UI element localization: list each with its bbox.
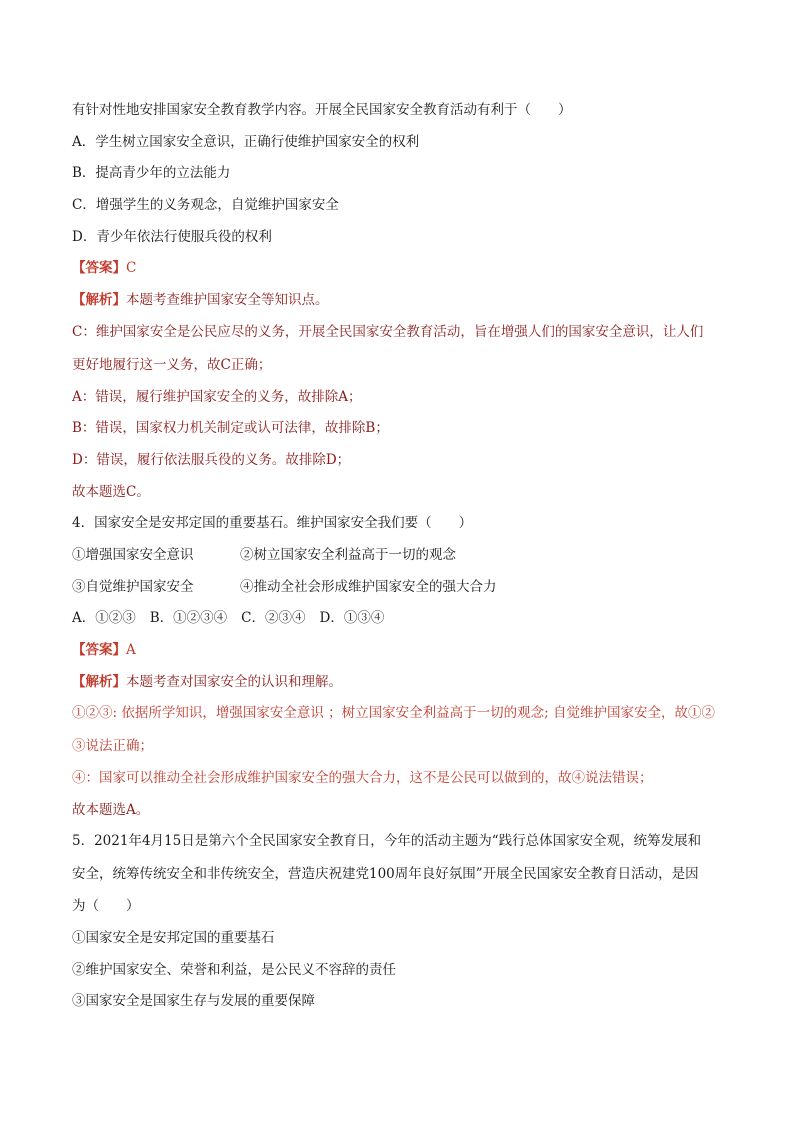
q5-stem-line1: 5．2021年4月15日是第六个全民国家安全教育日，今年的活动主题为“践行总体国家安全观，统筹发展和: [72, 833, 702, 850]
q4-choice-a: A．①②③: [72, 610, 136, 627]
answer-value: C: [126, 260, 137, 277]
q4-explain-line2: ③说法正确；: [72, 738, 153, 755]
analysis-text: 本题考查维护国家安全等知识点。: [126, 292, 329, 309]
q3-stem-tail: 有针对性地安排国家安全教育教学内容。开展全民国家安全教育活动有利于（ ）: [72, 102, 572, 118]
q4-explain-line1: ①②③: 依据所学知识，增强国家安全意识 ；树立国家安全利益高于一切的观念; 自觉维护国家安全，故①②: [72, 705, 715, 722]
answer-label: 【答案】: [72, 642, 126, 658]
analysis-text: 本题考查对国家安全的认识和理解。: [126, 673, 342, 690]
q5-stem-line2: 安全，统筹传统安全和非传统安全，营造庆祝建党100周年良好氛围”开展全民国家安全教育日活动，是因: [72, 866, 699, 883]
q3-option-d: D．青少年依法行使服兵役的权利: [72, 228, 272, 245]
q5-item-1: ①国家安全是安邦定国的重要基石: [72, 929, 275, 946]
q4-conclusion: 故本题选A。: [72, 801, 150, 818]
q5-stem-line3: 为（ ）: [72, 898, 140, 915]
q4-analysis: [72, 672, 732, 704]
q4-explain-line3: ④：国家可以推动全社会形成维护国家安全的强大合力，这不是公民可以做到的，故④说法错误；: [72, 770, 653, 787]
q4-answer: [72, 640, 732, 672]
q4-item-2: ②树立国家安全利益高于一切的观念: [240, 546, 456, 563]
q3-explain-c-line2: 更好地履行这一义务，故C正确；: [72, 356, 272, 373]
q4-choice-c: C．②③④: [241, 610, 306, 627]
q4-item-3: ③自觉维护国家安全: [72, 578, 194, 595]
q4-item-4: ④推动全社会形成维护国家安全的强大合力: [240, 578, 497, 595]
document-content: [72, 100, 732, 1023]
answer-label: 【答案】: [72, 260, 126, 277]
q3-conclusion: 故本题选C。: [72, 483, 150, 500]
q3-option-b: B．提高青少年的立法能力: [72, 165, 231, 182]
q5-item-3: ③国家安全是国家生存与发展的重要保障: [72, 993, 315, 1010]
analysis-label: 【解析】: [72, 673, 126, 690]
q3-explain-d: D：错误，履行依法服兵役的义务。故排除D；: [72, 451, 351, 468]
q4-choice-b: B．①②③④: [149, 610, 228, 627]
answer-value: A: [126, 642, 136, 658]
q4-items-row2: [72, 577, 732, 609]
q4-choices: [72, 608, 732, 640]
q3-option-c: C．增强学生的义务观念，自觉维护国家安全: [72, 197, 339, 214]
q5-item-2: ②维护国家安全、荣誉和利益，是公民义不容辞的责任: [72, 961, 396, 978]
q3-analysis: [72, 290, 732, 322]
q3-answer: [72, 258, 732, 290]
analysis-label: 【解析】: [72, 292, 126, 309]
q4-items-row1: [72, 545, 732, 577]
q3-explain-c-line1: C：维护国家安全是公民应尽的义务，开展全民国家安全教育活动，旨在增强人们的国家安全意识，让人们: [72, 323, 704, 340]
q4-item-1: ①增强国家安全意识: [72, 546, 194, 563]
q4-stem: 4．国家安全是安邦定国的重要基石。维护国家安全我们要（ ）: [72, 515, 473, 532]
q3-option-a: A．学生树立国家安全意识，正确行使维护国家安全的权利: [72, 133, 420, 150]
q3-explain-b: B：错误，国家权力机关制定或认可法律，故排除B；: [72, 420, 389, 437]
q3-explain-a: A：错误，履行维护国家安全的义务，故排除A；: [72, 388, 362, 405]
q4-choice-d: D．①③④: [319, 610, 385, 627]
